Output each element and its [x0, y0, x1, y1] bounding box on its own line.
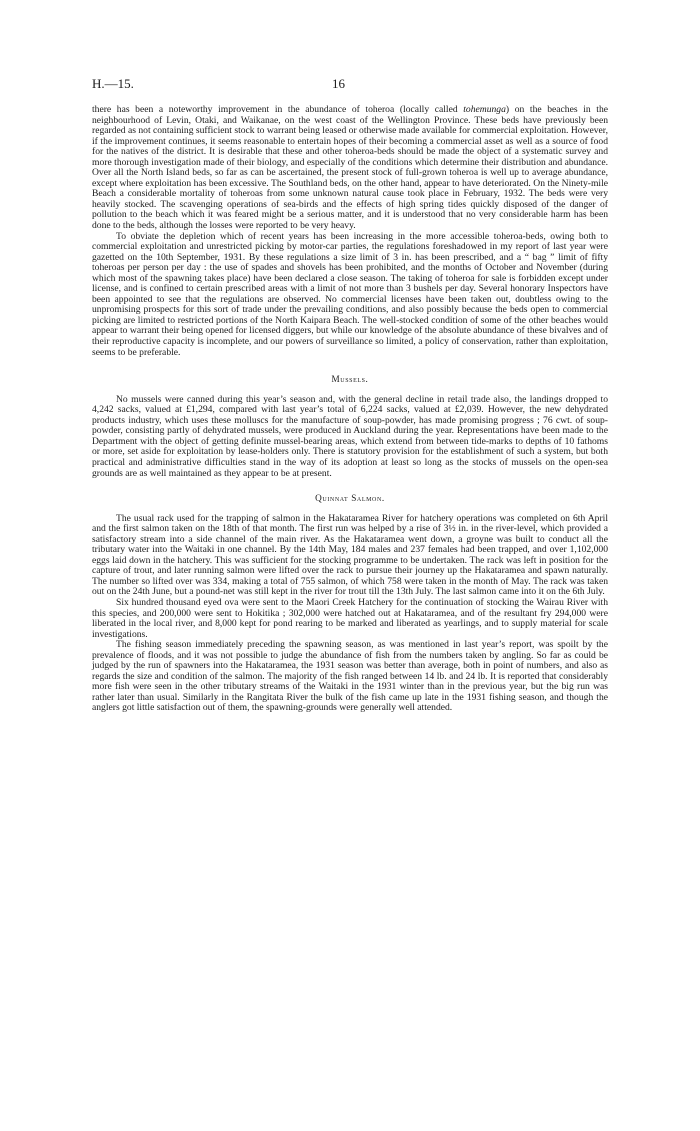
- page-number: 16: [332, 76, 345, 91]
- toheroa-paragraph-1-part-a: there has been a noteworthy improvement in the abundance of toheroa (locally called: [92, 104, 464, 115]
- section-heading-quinnat-salmon: Quinnat Salmon.: [315, 493, 385, 504]
- page-header: [92, 76, 608, 98]
- document-body: [92, 105, 608, 714]
- local-name-italic: tohemunga: [463, 104, 506, 115]
- salmon-paragraph-3: The fishing season immediately preceding the spawning season, as was mentioned in last year’s report, was spoilt by the prevalence of floods, and it was not possible to judge the abundance of fish from the numbers taken by angling. So far as could be judged by the run of spawners into the Hakataramea, the 1931 season was better than average, both in point of numbers, and also as regards the size and condition of the salmon. The majority of the fish ranged between 14 lb. and 24 lb. It is reported that considerably more fish were seen in the other tributary streams of the Waitaki in the 1931 winter than in the previous year, but the big run was rather later than usual. Similarly in the Rangitata River the bulk of the fish came up late in the 1931 fishing season, and though the anglers got little satisfaction out of them, the spawning-grounds were generally well attended.: [92, 639, 608, 714]
- report-reference: H.—15.: [92, 76, 134, 91]
- section-heading-mussels: Mussels.: [331, 374, 369, 385]
- toheroa-paragraph-2: To obviate the depletion which of recent years has been increasing in the more accessible toheroa-beds, owing both to commercial exploitation and unrestricted picking by motor-car parties, the regulations foreshadowed in my report of last year were gazetted on the 10th September, 1931. By these regulations a size limit of 3 in. has been prescribed, and a “ bag ” limit of fifty toheroas per person per day : the use of spades and shovels has been prohibited, and the months of October and November (during which most of the spawning takes place) have been declared a close season. The taking of toheroa for sale is forbidden except under license, and is confined to certain prescribed areas with a limit of not more than 3 bushels per day. Several honorary Inspectors have been appointed to see that the regulations are observed. No commercial licenses have been taken out, doubtless owing to the unpromising prospects for this sort of trade under the prevailing conditions, and also possibly because the beds open to commercial picking are limited to restricted portions of the North Kaipara Beach. The well-stocked condition of some of the other beaches would appear to warrant their being opened for licensed diggers, but while our knowledge of the absolute abundance of these bivalves and of their reproductive capacity is incomplete, and our powers of surveillance so limited, a policy of conservation, rather than exploitation, seems to be preferable.: [92, 230, 608, 358]
- salmon-paragraph-2: Six hundred thousand eyed ova were sent to the Maori Creek Hatchery for the continuation of stocking the Wairau River with this species, and 200,000 were sent to Hokitika ; 302,000 were hatched out at Hakataramea, and of the resultant fry 294,000 were liberated in the local river, and 8,000 kept for pond rearing to be marked and liberated as yearlings, and to supply material for scale investigations.: [92, 596, 608, 640]
- toheroa-paragraph-1-part-b: ) on the beaches in the neighbourhood of Levin, Otaki, and Waikanae, on the west coast of the Wellington Province. These beds have previously been regarded as not containing sufficient stock to warrant being leased or otherwise made available for commercial exploitation. However, if the improvement continues, it seems reasonable to entertain hopes of their becoming a commercial asset as well as a source of food for the natives of the district. It is desirable that these and other toheroa-beds should be made the object of a systematic survey and more thorough investigation made of their biology, and especially of the conditions which determine their distribution and abundance. Over all the North Island beds, so far as can be ascertained, the present stock of full-grown toheroa is well up to average abundance, except where exploitation has been excessive. The Southland beds, on the other hand, appear to have deteriorated. On the Ninety-mile Beach a considerable mortality of toheroas from some unknown natural cause took place in February, 1932. The beds were very heavily stocked. The scavenging operations of sea-birds and the effects of high spring tides quickly disposed of the danger of pollution to the beach which it was feared might be a serious matter, and it is understood that no very considerable harm has been done to the beds, although the losses were reported to be very heavy.: [92, 104, 609, 232]
- toheroa-paragraph-continued: [92, 105, 608, 232]
- mussels-paragraph: No mussels were canned during this year’s season and, with the general decline in retail trade also, the landings dropped to 4,242 sacks, valued at £1,294, compared with last year’s total of 6,224 sacks, valued at £2,039. However, the new dehydrated products industry, which uses these molluscs for the manufacture of soup-powder, has made promising progress ; 76 cwt. of soup-powder, consisting partly of dehydrated mussels, were produced in Auckland during the year. Representations have been made to the Department with the object of getting definite mussel-bearing areas, which extend from between tide-marks to depths of 10 fathoms or more, set aside for exploitation by lease-holders only. There is statutory provision for the establishment of such a system, but both practical and administrative difficulties stand in the way of its adoption at least so long as the stocks of mussels on the open-sea grounds are as well maintained as they appear to be at present.: [92, 393, 608, 479]
- document-page: [92, 76, 608, 714]
- salmon-paragraph-1: The usual rack used for the trapping of salmon in the Hakataramea River for hatchery operations was completed on 6th April and the first salmon taken on the 18th of that month. The first run was helped by a rise of 3½ in. in the river-level, which provided a satisfactory stream into a side channel of the main river. As the Hakataramea went down, a groyne was built to conduct all the tributary water into the Waitaki in one channel. By the 14th May, 184 males and 237 females had been trapped, and over 1,102,000 eggs laid down in the hatchery. This was sufficient for the stocking programme to be undertaken. The rack was left in position for the capture of trout, and later running salmon were lifted over the rack to pursue their journey up the Hakataramea and spawn naturally. The number so lifted over was 334, making a total of 755 salmon, of which 758 were taken in the month of May. The rack was taken out on the 24th June, but a pound-net was still kept in the river for trout till the 13th July. The last salmon came into it on the 6th July.: [92, 512, 608, 598]
